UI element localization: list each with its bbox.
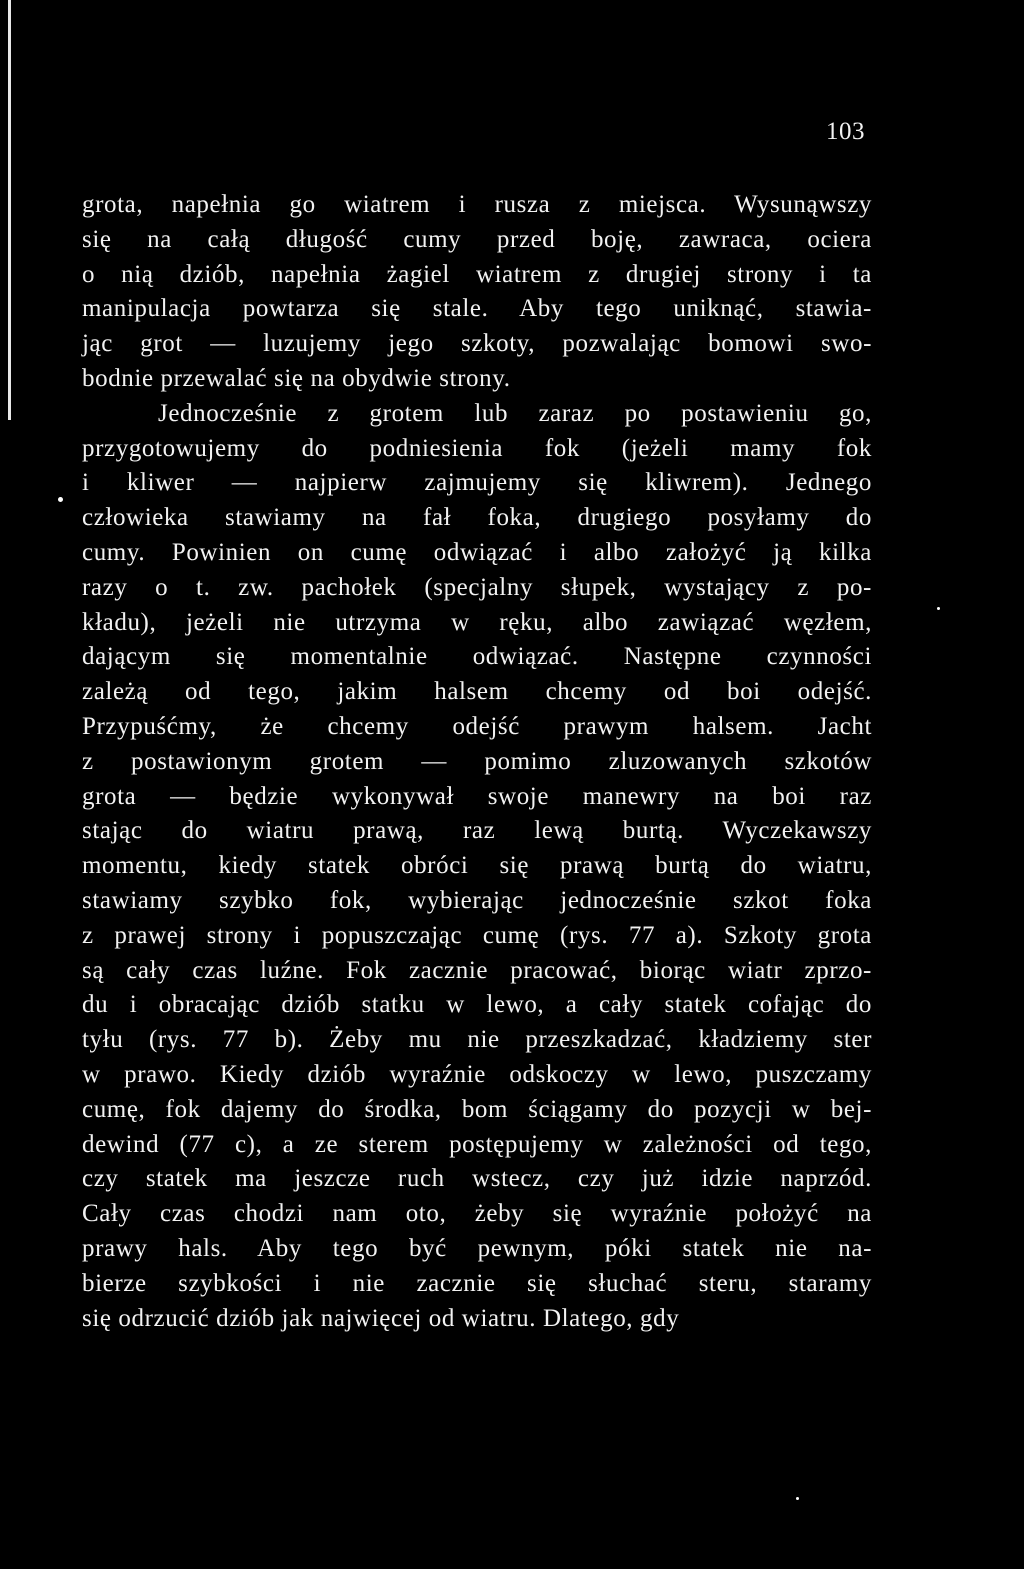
text-line: czy statek ma jeszcze ruch wstecz, czy już idzie naprzód. [82, 1165, 872, 1193]
text-line: momentu, kiedy statek obróci się prawą burtą do wiatru, [82, 852, 872, 880]
scan-speck [937, 607, 940, 610]
text-line: stając do wiatru prawą, raz lewą burtą. Wyczekawszy [82, 817, 872, 845]
text-line: stawiamy szybko fok, wybierając jednocześnie szkot foka [82, 886, 872, 914]
text-line: są cały czas luźne. Fok zacznie pracować, biorąc wiatr zprzo- [82, 956, 872, 984]
text-line: Przypuśćmy, że chcemy odejść prawym halsem. Jacht [82, 712, 872, 740]
text-line: du i obracając dziób statku w lewo, a cały statek cofając do [82, 991, 872, 1019]
text-line: kładu), jeżeli nie utrzyma w ręku, albo zawiązać węzłem, [82, 608, 872, 636]
text-line: człowieka stawiamy na fał foka, drugiego posyłamy do [82, 504, 872, 532]
text-line: dającym się momentalnie odwiązać. Następne czynności [82, 643, 872, 671]
text-line: przygotowujemy do podniesienia fok (jeżeli mamy fok [82, 434, 872, 462]
text-line: z postawionym grotem — pomimo zluzowanych szkotów [82, 747, 872, 775]
text-line: dewind (77 c), a ze sterem postępujemy w zależności od tego, [82, 1130, 872, 1158]
text-line: tyłu (rys. 77 b). Żeby mu nie przeszkadzać, kładziemy ster [82, 1026, 872, 1054]
text-line: grota, napełnia go wiatrem i rusza z miejsca. Wysunąwszy [82, 191, 872, 218]
text-line: prawy hals. Aby tego być pewnym, póki statek nie na- [82, 1234, 872, 1262]
left-edge-line [8, 0, 11, 420]
text-line: się na całą długość cumy przed boję, zawraca, ociera [82, 225, 872, 253]
text-line: cumę, fok dajemy do środka, bom ściągamy do pozycji w bej- [82, 1095, 872, 1123]
body-text [82, 188, 872, 1336]
text-line: bodnie przewalać się na obydwie strony. [82, 364, 511, 392]
text-line: razy o t. zw. pachołek (specjalny słupek, wystający z po- [82, 573, 872, 601]
page-number: 103 [826, 118, 865, 145]
text-line: się odrzucić dziób jak najwięcej od wiatru. Dlatego, gdy [82, 1304, 680, 1332]
text-line: zależą od tego, jakim halsem chcemy od boi odejść. [82, 678, 872, 706]
text-line: jąc grot — luzujemy jego szkoty, pozwalając bomowi swo- [82, 330, 872, 358]
scan-speck [58, 497, 63, 502]
text-line: w prawo. Kiedy dziób wyraźnie odskoczy w lewo, puszczamy [82, 1060, 872, 1088]
text-line: grota — będzie wykonywał swoje manewry na boi raz [82, 782, 872, 810]
text-line: bierze szybkości i nie zacznie się słuchać steru, staramy [82, 1269, 872, 1297]
text-line: cumy. Powinien on cumę odwiązać i albo założyć ją kilka [82, 538, 872, 566]
scan-speck [796, 1497, 799, 1500]
text-line: z prawej strony i popuszczając cumę (rys. 77 a). Szkoty grota [82, 921, 872, 949]
paragraph-first-line: Jednocześnie z grotem lub zaraz po postawieniu go, [158, 399, 872, 427]
text-line: o nią dziób, napełnia żagiel wiatrem z drugiej strony i ta [82, 260, 872, 288]
text-line: i kliwer — najpierw zajmujemy się kliwrem). Jednego [82, 469, 872, 497]
text-line: Cały czas chodzi nam oto, żeby się wyraźnie położyć na [82, 1200, 872, 1228]
text-line: manipulacja powtarza się stale. Aby tego uniknąć, stawia- [82, 295, 872, 323]
